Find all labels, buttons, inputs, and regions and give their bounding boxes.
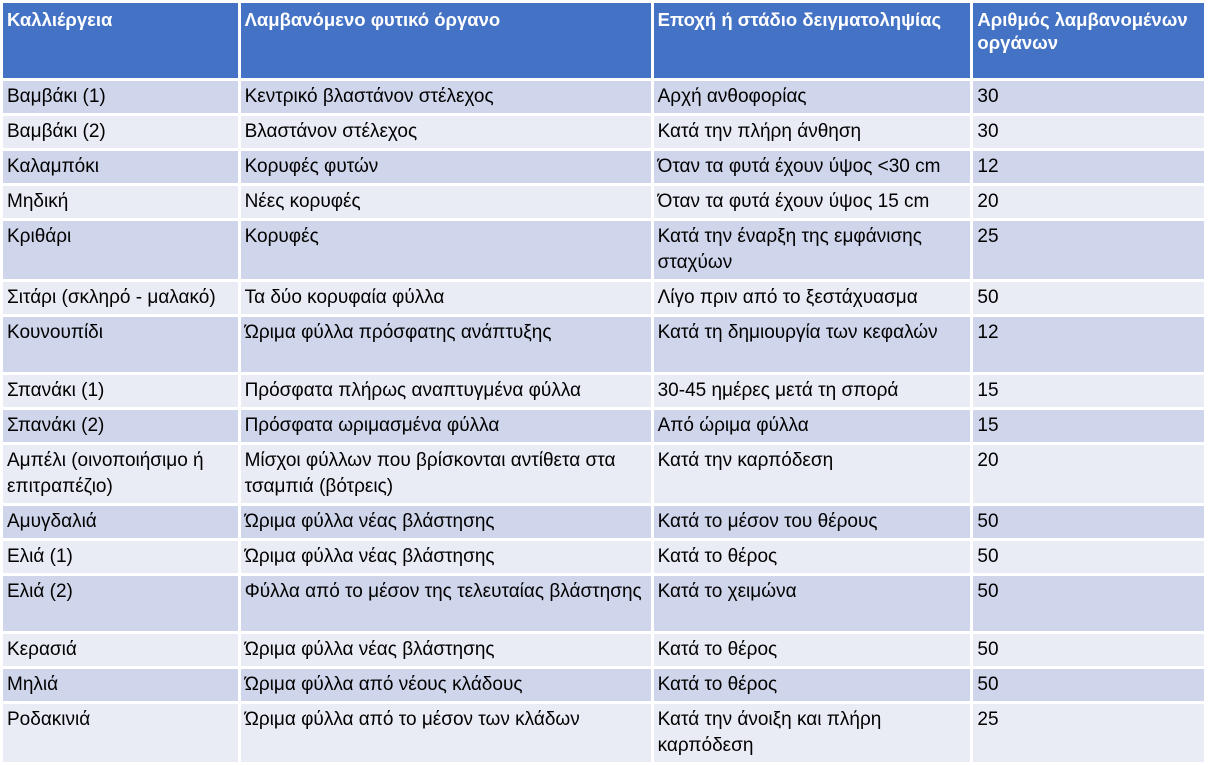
table-header	[3, 3, 1204, 78]
table-row	[3, 506, 1204, 538]
cell-sampling-stage: Κατά το μέσον του θέρους	[654, 506, 971, 538]
cell-crop: Κριθάρι	[3, 221, 238, 279]
cell-sampling-stage: Κατά τη δημιουργία των κεφαλών	[654, 317, 971, 372]
cell-sampling-stage: Από ώριμα φύλλα	[654, 410, 971, 442]
cell-organ-count: 30	[973, 81, 1204, 113]
cell-sampling-stage: Αρχή ανθοφορίας	[654, 81, 971, 113]
table-row	[3, 704, 1204, 762]
cell-crop: Κερασιά	[3, 634, 238, 666]
table-row	[3, 317, 1204, 372]
table-row	[3, 282, 1204, 314]
cell-crop: Καλαμπόκι	[3, 151, 238, 183]
cell-crop: Σιτάρι (σκληρό - μαλακό)	[3, 282, 238, 314]
cell-sampling-stage: 30-45 ημέρες μετά τη σπορά	[654, 375, 971, 407]
cell-organ-count: 50	[973, 669, 1204, 701]
table-row	[3, 410, 1204, 442]
table-row	[3, 576, 1204, 631]
cell-crop: Ελιά (2)	[3, 576, 238, 631]
cell-plant-organ: Φύλλα από το μέσον της τελευταίας βλάστησης	[241, 576, 651, 631]
cell-organ-count: 50	[973, 541, 1204, 573]
cell-sampling-stage: Όταν τα φυτά έχουν ύψος 15 cm	[654, 186, 971, 218]
cell-organ-count: 50	[973, 634, 1204, 666]
cell-plant-organ: Πρόσφατα ωριμασμένα φύλλα	[241, 410, 651, 442]
cell-sampling-stage: Κατά το θέρος	[654, 634, 971, 666]
cell-plant-organ: Ώριμα φύλλα νέας βλάστησης	[241, 506, 651, 538]
cell-crop: Ελιά (1)	[3, 541, 238, 573]
cell-sampling-stage: Κατά την έναρξη της εμφάνισης σταχύων	[654, 221, 971, 279]
cell-crop: Κουνουπίδι	[3, 317, 238, 372]
cell-plant-organ: Κεντρικό βλαστάνον στέλεχος	[241, 81, 651, 113]
table-row	[3, 445, 1204, 503]
cell-plant-organ: Κορυφές	[241, 221, 651, 279]
header-row	[3, 3, 1204, 78]
cell-organ-count: 25	[973, 704, 1204, 762]
table-row	[3, 634, 1204, 666]
cell-organ-count: 50	[973, 506, 1204, 538]
cell-organ-count: 50	[973, 576, 1204, 631]
cell-sampling-stage: Κατά το χειμώνα	[654, 576, 971, 631]
cell-crop: Αμπέλι (οινοποιήσιμο ή επιτραπέζιο)	[3, 445, 238, 503]
cell-organ-count: 12	[973, 317, 1204, 372]
cell-plant-organ: Ώριμα φύλλα από νέους κλάδους	[241, 669, 651, 701]
table-row	[3, 669, 1204, 701]
table-body	[3, 81, 1204, 762]
cell-plant-organ: Νέες κορυφές	[241, 186, 651, 218]
cell-sampling-stage: Κατά το θέρος	[654, 669, 971, 701]
cell-crop: Βαμβάκι (1)	[3, 81, 238, 113]
header-plant-organ: Λαμβανόμενο φυτικό όργανο	[241, 3, 651, 78]
cell-plant-organ: Τα δύο κορυφαία φύλλα	[241, 282, 651, 314]
cell-sampling-stage: Κατά την πλήρη άνθηση	[654, 116, 971, 148]
table-row	[3, 221, 1204, 279]
cell-sampling-stage: Όταν τα φυτά έχουν ύψος <30 cm	[654, 151, 971, 183]
cell-crop: Βαμβάκι (2)	[3, 116, 238, 148]
cell-organ-count: 25	[973, 221, 1204, 279]
cell-plant-organ: Ώριμα φύλλα νέας βλάστησης	[241, 634, 651, 666]
cell-organ-count: 20	[973, 445, 1204, 503]
table-row	[3, 541, 1204, 573]
cell-sampling-stage: Κατά την καρπόδεση	[654, 445, 971, 503]
sampling-table-container	[3, 3, 1204, 762]
table-row	[3, 81, 1204, 113]
cell-crop: Μηδική	[3, 186, 238, 218]
cell-sampling-stage: Κατά το θέρος	[654, 541, 971, 573]
cell-organ-count: 20	[973, 186, 1204, 218]
cell-plant-organ: Ώριμα φύλλα από το μέσον των κλάδων	[241, 704, 651, 762]
cell-organ-count: 15	[973, 375, 1204, 407]
cell-crop: Σπανάκι (2)	[3, 410, 238, 442]
cell-plant-organ: Ώριμα φύλλα νέας βλάστησης	[241, 541, 651, 573]
cell-sampling-stage: Κατά την άνοιξη και πλήρη καρπόδεση	[654, 704, 971, 762]
table-row	[3, 375, 1204, 407]
cell-plant-organ: Κορυφές φυτών	[241, 151, 651, 183]
cell-plant-organ: Ώριμα φύλλα πρόσφατης ανάπτυξης	[241, 317, 651, 372]
cell-crop: Αμυγδαλιά	[3, 506, 238, 538]
cell-sampling-stage: Λίγο πριν από το ξεστάχυασμα	[654, 282, 971, 314]
cell-organ-count: 15	[973, 410, 1204, 442]
table-row	[3, 186, 1204, 218]
cell-plant-organ: Μίσχοι φύλλων που βρίσκονται αντίθετα στα τσαμπιά (βότρεις)	[241, 445, 651, 503]
cell-plant-organ: Βλαστάνον στέλεχος	[241, 116, 651, 148]
header-sampling-stage: Εποχή ή στάδιο δειγματοληψίας	[654, 3, 971, 78]
table-row	[3, 116, 1204, 148]
cell-organ-count: 50	[973, 282, 1204, 314]
table-row	[3, 151, 1204, 183]
cell-crop: Σπανάκι (1)	[3, 375, 238, 407]
cell-crop: Μηλιά	[3, 669, 238, 701]
header-crop: Καλλιέργεια	[3, 3, 238, 78]
cell-organ-count: 12	[973, 151, 1204, 183]
cell-organ-count: 30	[973, 116, 1204, 148]
cell-crop: Ροδακινιά	[3, 704, 238, 762]
header-organ-count: Αριθμός λαμβανομένων οργάνων	[973, 3, 1204, 78]
cell-plant-organ: Πρόσφατα πλήρως αναπτυγμένα φύλλα	[241, 375, 651, 407]
